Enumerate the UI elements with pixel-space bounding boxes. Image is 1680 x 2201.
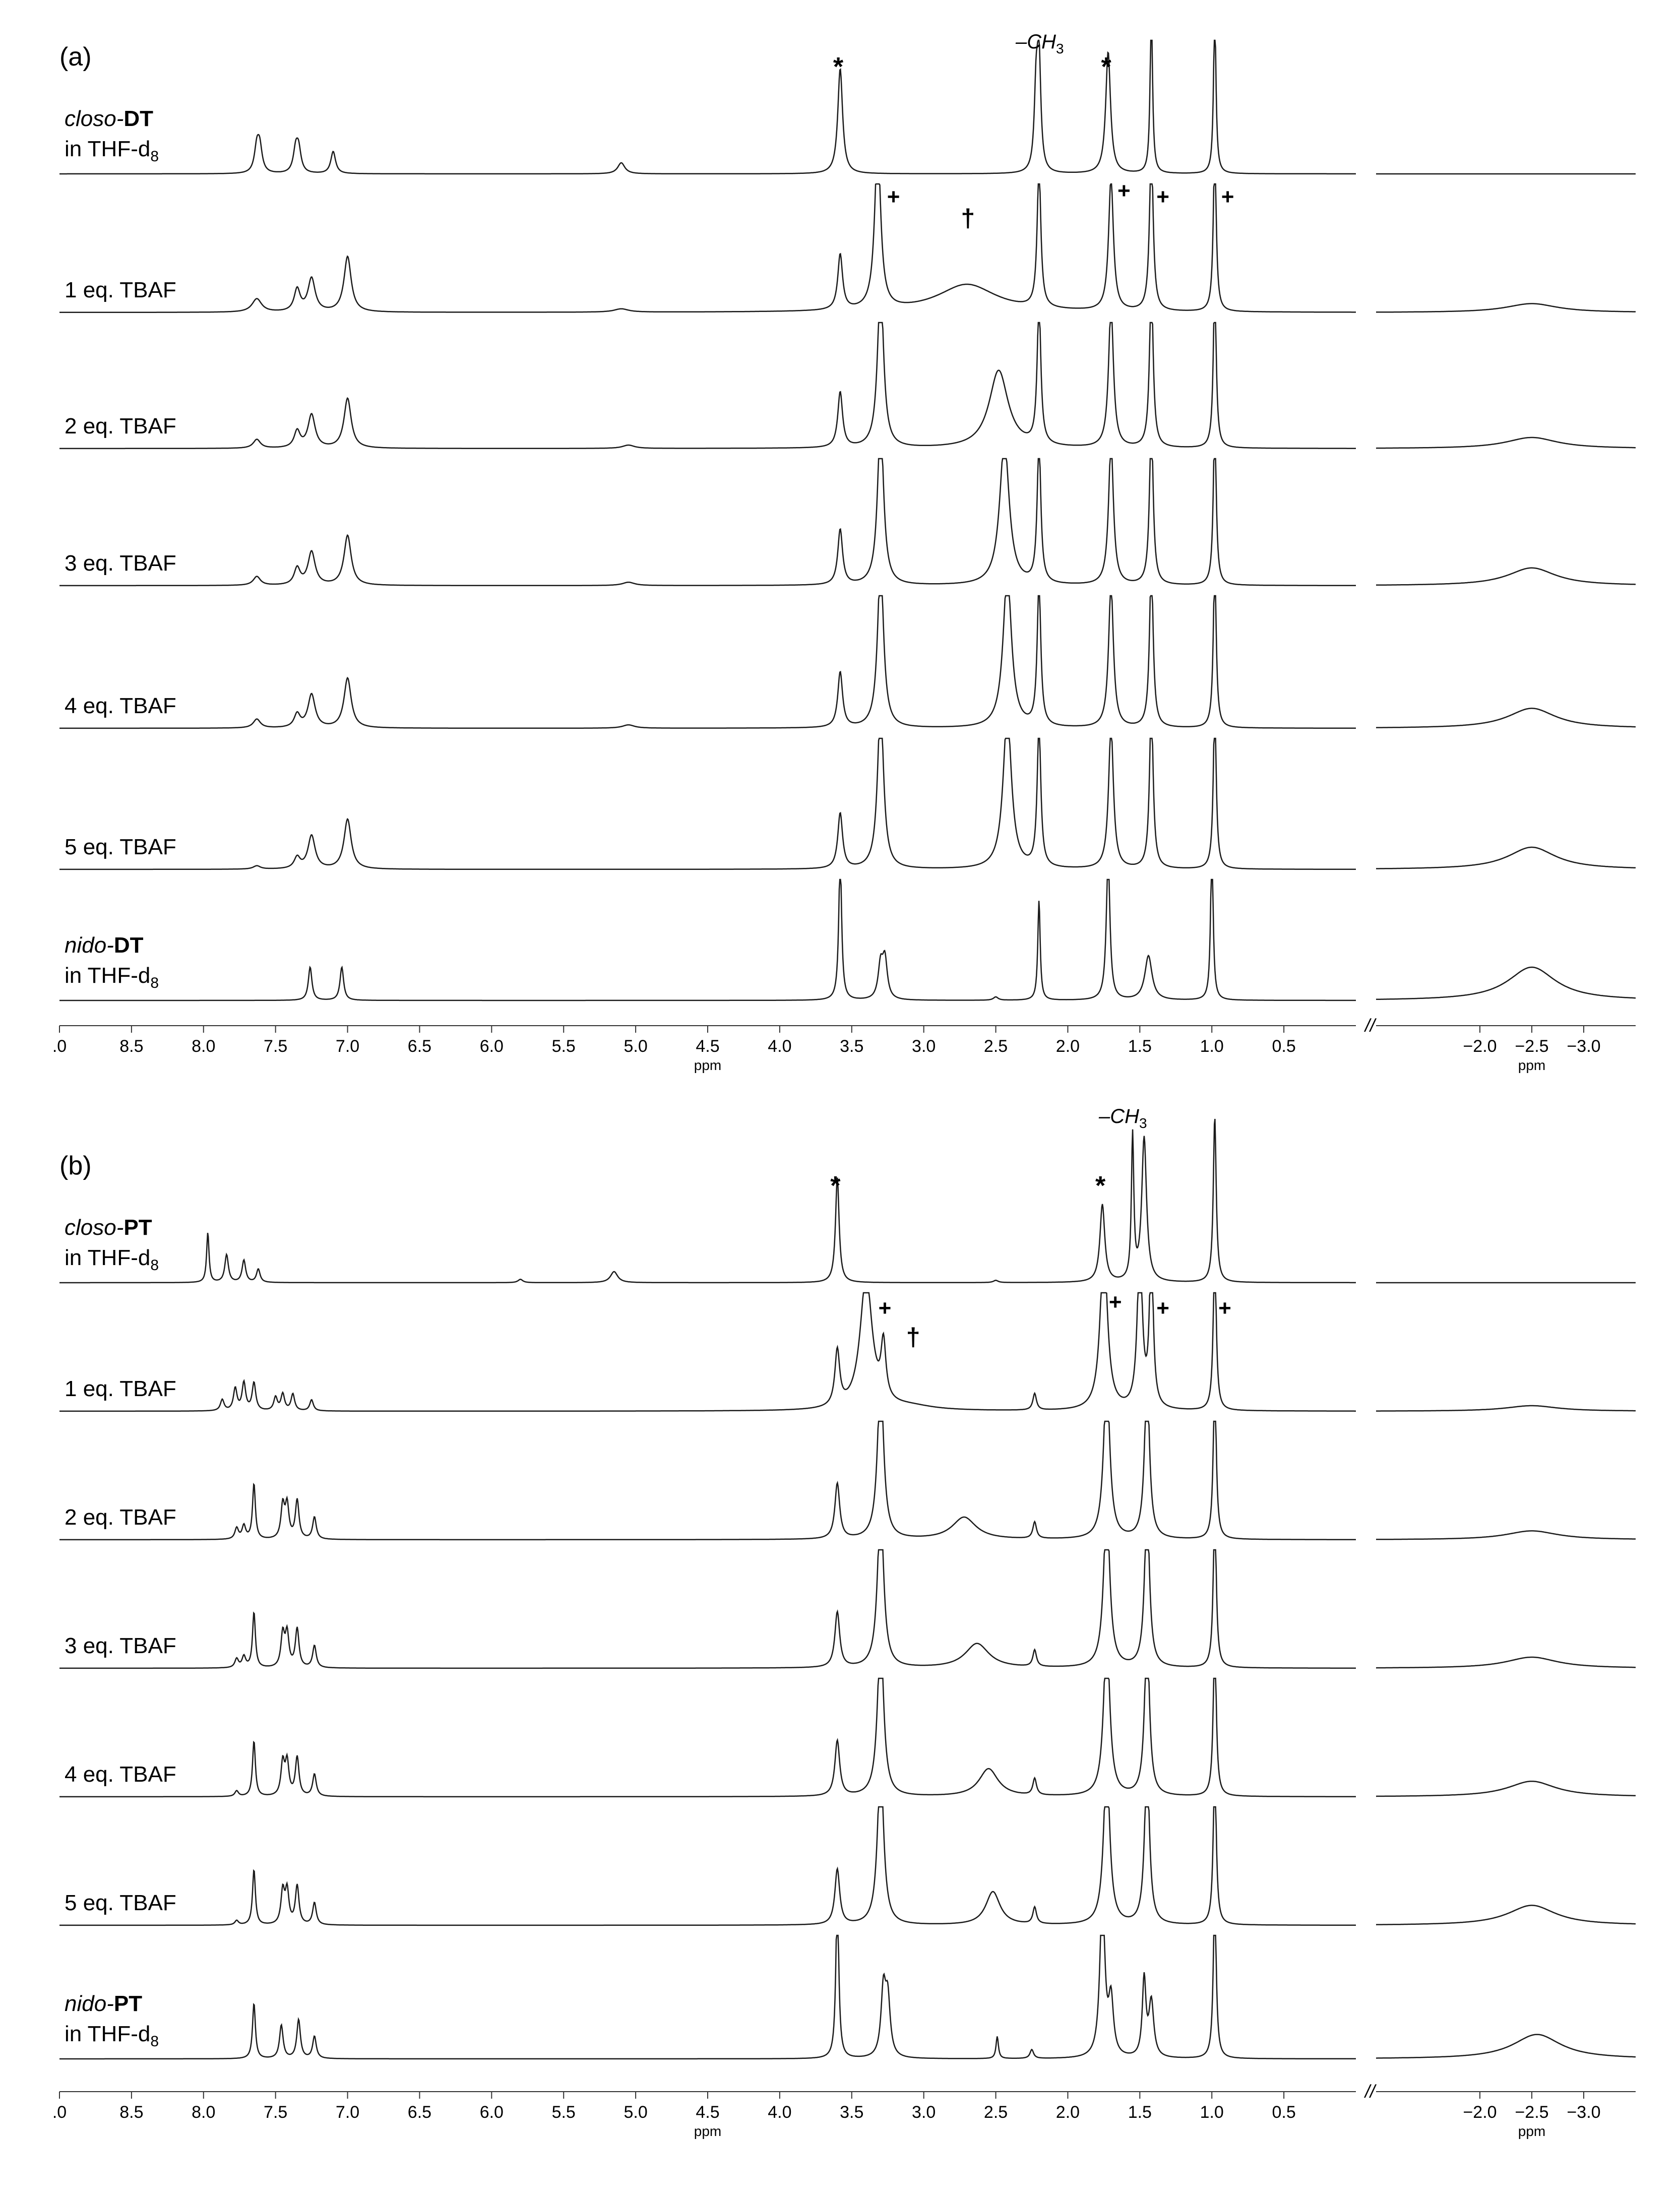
inset-trace bbox=[1376, 568, 1636, 585]
spectrum-trace bbox=[59, 323, 1356, 449]
series-label: 5 eq. TBAF bbox=[65, 835, 176, 859]
series-label-line1 bbox=[65, 933, 144, 958]
spectrum-trace bbox=[59, 1807, 1356, 1925]
inset-tick-label: −3.0 bbox=[1567, 2103, 1601, 2122]
inset-trace bbox=[1376, 1905, 1636, 1924]
series-label: 5 eq. TBAF bbox=[65, 1891, 176, 1915]
plus-marker: + bbox=[1156, 184, 1169, 209]
series-label: 3 eq. TBAF bbox=[65, 551, 176, 576]
x-tick-label: 6.5 bbox=[407, 2103, 432, 2122]
x-tick-label: 2.0 bbox=[1055, 1037, 1080, 1056]
star-marker: * bbox=[1095, 1171, 1106, 1201]
label-solvent-sub: 8 bbox=[150, 2033, 159, 2050]
x-tick-label: 1.0 bbox=[1200, 1037, 1224, 1056]
spectrum-trace bbox=[59, 1550, 1356, 1668]
label-prefix: nido- bbox=[65, 1991, 114, 2016]
label-solvent-sub: 8 bbox=[150, 1257, 159, 1274]
inset-axis-label: ppm bbox=[1518, 1057, 1546, 1073]
series-7 bbox=[59, 879, 1636, 1000]
x-tick-label: 8.0 bbox=[192, 1037, 216, 1056]
label-prefix: closo- bbox=[65, 106, 124, 131]
x-tick-label: 4.5 bbox=[696, 1037, 720, 1056]
x-tick-label: 2.5 bbox=[983, 1037, 1008, 1056]
x-tick-label: 5.5 bbox=[551, 2103, 576, 2122]
x-tick-label: 6.0 bbox=[479, 1037, 504, 1056]
x-tick-label: 0.5 bbox=[1272, 2103, 1296, 2122]
series-7 bbox=[59, 1935, 1636, 2059]
x-tick-label: 8.5 bbox=[119, 2103, 144, 2122]
star-marker: * bbox=[1101, 52, 1111, 82]
plus-marker: + bbox=[878, 1296, 892, 1320]
label-solvent: in THF-d bbox=[65, 2022, 151, 2046]
series-1 bbox=[59, 1119, 1636, 1283]
series-label-line1 bbox=[65, 1991, 142, 2016]
series-label: 1 eq. TBAF bbox=[65, 1376, 176, 1401]
inset-x-axis bbox=[1376, 1026, 1636, 1073]
label-solvent: in THF-d bbox=[65, 1245, 151, 1270]
x-tick-label: 7.0 bbox=[335, 1037, 360, 1056]
spectrum-trace bbox=[59, 1119, 1356, 1283]
inset-x-axis bbox=[1376, 2092, 1636, 2139]
x-axis-label: ppm bbox=[694, 1057, 722, 1073]
series-4 bbox=[59, 459, 1636, 586]
plus-marker: + bbox=[887, 184, 900, 209]
plus-marker: + bbox=[1221, 184, 1234, 209]
x-tick-label: .0 bbox=[52, 1037, 67, 1056]
x-tick-label: .0 bbox=[52, 2103, 67, 2122]
methyl-text: –CH bbox=[1099, 1105, 1140, 1127]
spectrum-trace bbox=[59, 1678, 1356, 1797]
inset-trace bbox=[1376, 708, 1636, 727]
inset-trace bbox=[1376, 847, 1636, 869]
x-tick-label: 7.0 bbox=[335, 2103, 360, 2122]
spectrum-trace bbox=[59, 596, 1356, 728]
x-tick-label: 6.5 bbox=[407, 1037, 432, 1056]
methyl-sub: 3 bbox=[1056, 41, 1064, 56]
panel-a bbox=[52, 31, 1636, 1073]
methyl-annotation bbox=[1015, 31, 1064, 56]
x-tick-label: 2.5 bbox=[983, 2103, 1008, 2122]
series-3 bbox=[59, 323, 1636, 449]
x-tick-label: 1.5 bbox=[1128, 1037, 1152, 1056]
inset-trace bbox=[1376, 303, 1636, 312]
series-4 bbox=[59, 1550, 1636, 1668]
x-tick-label: 3.5 bbox=[840, 2103, 864, 2122]
x-tick-label: 6.0 bbox=[479, 2103, 504, 2122]
inset-tick-label: −2.0 bbox=[1463, 2103, 1497, 2122]
series-label-line2 bbox=[65, 2022, 159, 2050]
series-label: 4 eq. TBAF bbox=[65, 1762, 176, 1787]
label-prefix: nido- bbox=[65, 933, 114, 958]
x-tick-label: 7.5 bbox=[264, 2103, 288, 2122]
inset-tick-label: −3.0 bbox=[1567, 1037, 1601, 1056]
dagger-marker: † bbox=[906, 1323, 920, 1351]
spectrum-trace bbox=[59, 40, 1356, 174]
label-solvent: in THF-d bbox=[65, 963, 151, 988]
label-compound: PT bbox=[123, 1215, 152, 1240]
inset-axis-label: ppm bbox=[1518, 2123, 1546, 2139]
x-tick-label: 3.0 bbox=[912, 2103, 936, 2122]
x-tick-label: 1.5 bbox=[1128, 2103, 1152, 2122]
x-tick-label: 5.0 bbox=[624, 1037, 648, 1056]
x-axis bbox=[52, 1015, 1377, 1073]
x-tick-label: 8.0 bbox=[192, 2103, 216, 2122]
x-axis bbox=[52, 2081, 1377, 2139]
series-5 bbox=[59, 1678, 1636, 1797]
star-marker: * bbox=[830, 1171, 841, 1201]
inset-trace bbox=[1376, 1406, 1636, 1411]
inset-tick-label: −2.5 bbox=[1515, 1037, 1549, 1056]
series-6 bbox=[59, 1807, 1636, 1925]
series-label-line1 bbox=[65, 1215, 152, 1240]
series-label: 4 eq. TBAF bbox=[65, 694, 176, 718]
x-tick-label: 5.5 bbox=[551, 1037, 576, 1056]
series-2 bbox=[59, 184, 1636, 312]
inset-trace bbox=[1376, 967, 1636, 999]
spectrum-trace bbox=[59, 1935, 1356, 2059]
plus-marker: + bbox=[1108, 1290, 1122, 1314]
x-tick-label: 2.0 bbox=[1055, 2103, 1080, 2122]
axis-break: // bbox=[1365, 1015, 1376, 1036]
plus-marker: + bbox=[1218, 1296, 1231, 1320]
dagger-marker: † bbox=[961, 204, 975, 232]
panel-label: (b) bbox=[59, 1151, 92, 1180]
star-marker: * bbox=[833, 52, 844, 82]
x-tick-label: 1.0 bbox=[1200, 2103, 1224, 2122]
series-label: 1 eq. TBAF bbox=[65, 278, 176, 302]
panel-label: (a) bbox=[59, 42, 92, 72]
x-tick-label: 0.5 bbox=[1272, 1037, 1296, 1056]
axis-break: // bbox=[1365, 2081, 1376, 2102]
series-label: 2 eq. TBAF bbox=[65, 414, 176, 438]
methyl-text: –CH bbox=[1016, 31, 1056, 53]
inset-trace bbox=[1376, 1531, 1636, 1539]
label-compound: DT bbox=[123, 106, 154, 131]
label-compound: PT bbox=[113, 1991, 143, 2016]
series-label-line1 bbox=[65, 106, 153, 131]
label-prefix: closo- bbox=[65, 1215, 124, 1240]
x-axis-label: ppm bbox=[694, 2123, 722, 2139]
inset-trace bbox=[1376, 1781, 1636, 1796]
x-tick-label: 4.5 bbox=[696, 2103, 720, 2122]
inset-trace bbox=[1376, 1657, 1636, 1668]
spectrum-trace bbox=[59, 738, 1356, 869]
x-tick-label: 4.0 bbox=[768, 2103, 792, 2122]
inset-tick-label: −2.5 bbox=[1515, 2103, 1549, 2122]
label-solvent-sub: 8 bbox=[150, 148, 159, 165]
plus-marker: + bbox=[1156, 1296, 1169, 1320]
series-label-line2 bbox=[65, 1245, 159, 1274]
series-6 bbox=[59, 738, 1636, 869]
series-label: 3 eq. TBAF bbox=[65, 1633, 176, 1658]
label-compound: DT bbox=[113, 933, 144, 958]
label-solvent-sub: 8 bbox=[150, 975, 159, 991]
methyl-sub: 3 bbox=[1139, 1115, 1147, 1131]
inset-tick-label: −2.0 bbox=[1463, 1037, 1497, 1056]
series-label: 2 eq. TBAF bbox=[65, 1505, 176, 1530]
series-1 bbox=[59, 40, 1636, 174]
series-2 bbox=[59, 1293, 1636, 1411]
x-tick-label: 5.0 bbox=[624, 2103, 648, 2122]
spectrum-trace bbox=[59, 1421, 1356, 1540]
series-3 bbox=[59, 1421, 1636, 1540]
plus-marker: + bbox=[1117, 178, 1131, 203]
x-tick-label: 4.0 bbox=[768, 1037, 792, 1056]
methyl-annotation bbox=[1098, 1105, 1147, 1131]
x-tick-label: 8.5 bbox=[119, 1037, 144, 1056]
inset-trace bbox=[1376, 2035, 1636, 2058]
inset-trace bbox=[1376, 437, 1636, 448]
series-label-line2 bbox=[65, 963, 159, 991]
x-tick-label: 3.5 bbox=[840, 1037, 864, 1056]
series-label-line2 bbox=[65, 137, 159, 165]
x-tick-label: 3.0 bbox=[912, 1037, 936, 1056]
spectrum-trace bbox=[59, 879, 1356, 1000]
label-solvent: in THF-d bbox=[65, 137, 151, 161]
x-tick-label: 7.5 bbox=[264, 1037, 288, 1056]
panel-b bbox=[52, 1105, 1636, 2139]
series-5 bbox=[59, 596, 1636, 728]
spectrum-trace bbox=[59, 459, 1356, 586]
